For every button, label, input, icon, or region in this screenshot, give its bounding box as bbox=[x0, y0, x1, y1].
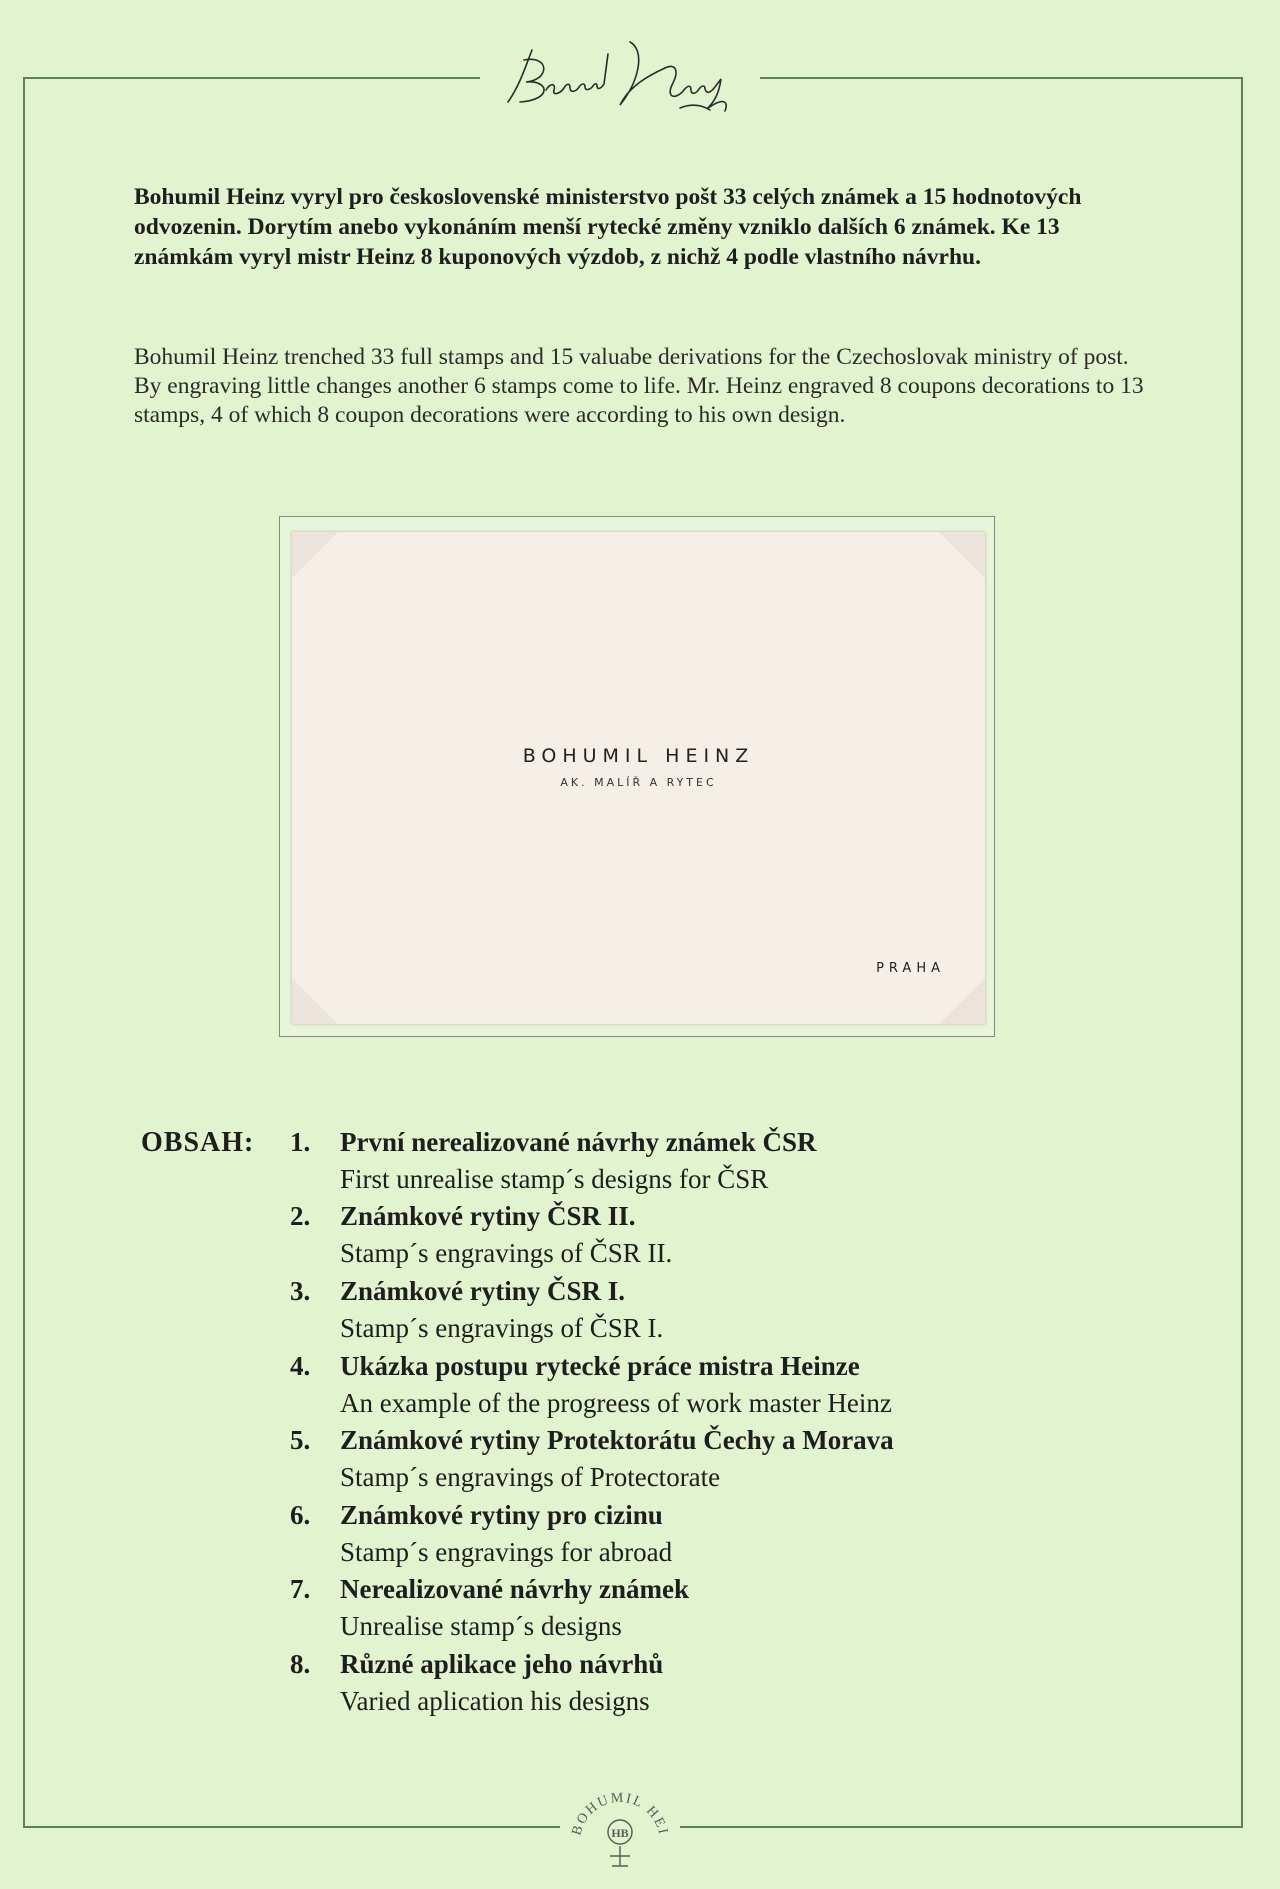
contents-item-czech: Nerealizované návrhy známek bbox=[340, 1574, 689, 1604]
contents-item-english: Stamp´s engravings of ČSR II. bbox=[340, 1238, 673, 1268]
photo-corner bbox=[292, 978, 338, 1024]
contents-item-english: Varied aplication his designs bbox=[340, 1686, 650, 1716]
contents-item-number: 1. bbox=[290, 1127, 311, 1157]
contents-item-number: 5. bbox=[290, 1425, 311, 1455]
signature-icon bbox=[480, 30, 760, 125]
logo-arc-text: BOHUMIL HEI bbox=[569, 1790, 671, 1838]
heinz-signature bbox=[480, 30, 760, 125]
contents-item-czech: Známkové rytiny Protektorátu Čechy a Morava bbox=[340, 1425, 894, 1455]
contents-item-english: An example of the progreess of work master Heinz bbox=[340, 1388, 892, 1418]
contents-item-english: Stamp´s engravings of ČSR I. bbox=[340, 1313, 664, 1343]
contents-item-english: Unrealise stamp´s designs bbox=[340, 1611, 622, 1641]
photo-corner bbox=[292, 532, 338, 578]
contents-item-czech: Známkové rytiny pro cizinu bbox=[340, 1500, 663, 1530]
photo-corner bbox=[939, 978, 985, 1024]
contents-item-number: 2. bbox=[290, 1201, 311, 1231]
contents-item-number: 7. bbox=[290, 1574, 311, 1604]
contents-item-english: Stamp´s engravings for abroad bbox=[340, 1537, 673, 1567]
contents-label: OBSAH: bbox=[141, 1127, 255, 1158]
contents-item-english: Stamp´s engravings of Protectorate bbox=[340, 1462, 721, 1492]
contents-item-number: 6. bbox=[290, 1500, 311, 1530]
card-title: AK. MALÍŘ A RYTEC bbox=[560, 776, 717, 789]
contents-item-czech: Ukázka postupu rytecké práce mistra Heinze bbox=[340, 1351, 860, 1381]
contents-item-number: 4. bbox=[290, 1351, 311, 1381]
contents-item-czech: Různé aplikace jeho návrhů bbox=[340, 1649, 664, 1679]
photo-corner bbox=[939, 532, 985, 578]
contents-item-number: 8. bbox=[290, 1649, 311, 1679]
contents-item-number: 3. bbox=[290, 1276, 311, 1306]
intro-english-paragraph: Bohumil Heinz trenched 33 full stamps and 15 valuabe derivations for the Czechoslovak ministry of post. By engraving little changes another 6 stamps come to life. Mr. Heinz engraved 8 coupons decorations to 13 stamps, 4 of which 8 coupon decorations were according to his own design. bbox=[134, 344, 1144, 428]
business-card bbox=[292, 532, 985, 1024]
card-name: BOHUMIL HEINZ bbox=[522, 745, 755, 767]
contents-item-english: First unrealise stamp´s designs for ČSR bbox=[340, 1164, 769, 1194]
card-city: PRAHA bbox=[876, 961, 945, 976]
contents-item-czech: První nerealizované návrhy známek ČSR bbox=[340, 1127, 817, 1157]
heinz-monogram-logo bbox=[560, 1770, 680, 1875]
intro-czech-paragraph: Bohumil Heinz vyryl pro československé ministerstvo pošt 33 celých známek a 15 hodnotových odvozenin. Dorytím anebo vykonáním menší rytecké změny vzniklo dalších 6 známek. Ke 13 známkám vyryl mistr Heinz 8 kuponových výzdob, z nichž 4 podle vlastního návrhu. bbox=[134, 184, 1082, 270]
monogram-icon bbox=[560, 1770, 680, 1875]
logo-monogram: HB bbox=[611, 1826, 629, 1840]
contents-item-czech: Známkové rytiny ČSR II. bbox=[340, 1201, 636, 1231]
contents-item-czech: Známkové rytiny ČSR I. bbox=[340, 1276, 626, 1306]
